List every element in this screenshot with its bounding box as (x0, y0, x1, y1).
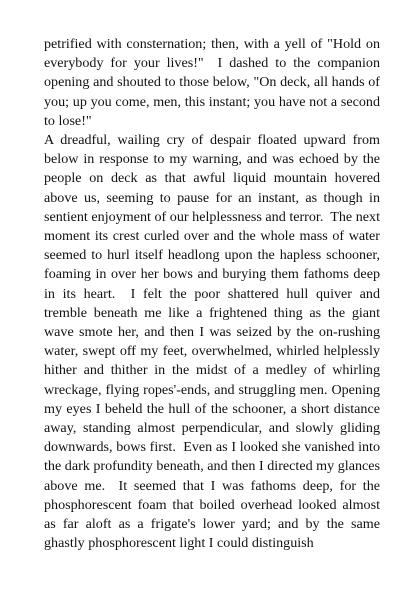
paragraph-2: A dreadful, wailing cry of despair floated upward from below in response to my warning, and was echoed by the people on deck as that awful liquid mountain hovered above us, seeming to pause for an instant, as though in sentient enjoyment of our helplessness and terror. The next moment its crest curled over and the whole mass of water seemed to hurl itself headlong upon the hapless schooner, foaming in over her bows and burying them fathoms deep in its heart. I felt the poor shattered hull quiver and tremble beneath me like a frightened thing as the giant wave smote her, and then I was seized by the on-rushing water, swept off my feet, overwhelmed, whirled helplessly hither and thither in the midst of a medley of whirling wreckage, flying ropes'-ends, and struggling men. Opening my eyes I beheld the hull of the schooner, a short distance away, standing almost perpendicular, and slowly gliding downwards, bows first. Even as I looked she vanished into the dark profundity beneath, and then I directed my glances above me. It seemed that I was fathoms deep, for the phosphorescent foam that boiled overhead looked almost as far aloft as a frigate's lower yard; and by the same ghastly phosphorescent light I could distinguish (44, 132, 384, 552)
paragraph-1: petrified with consternation; then, with a yell of "Hold on everybody for your lives!" I dashed to the companion opening and shouted to those below, "On deck, all hands of you; up you come, men, this instant; you have not a second to lose!" (44, 36, 384, 129)
page-body (44, 35, 384, 553)
